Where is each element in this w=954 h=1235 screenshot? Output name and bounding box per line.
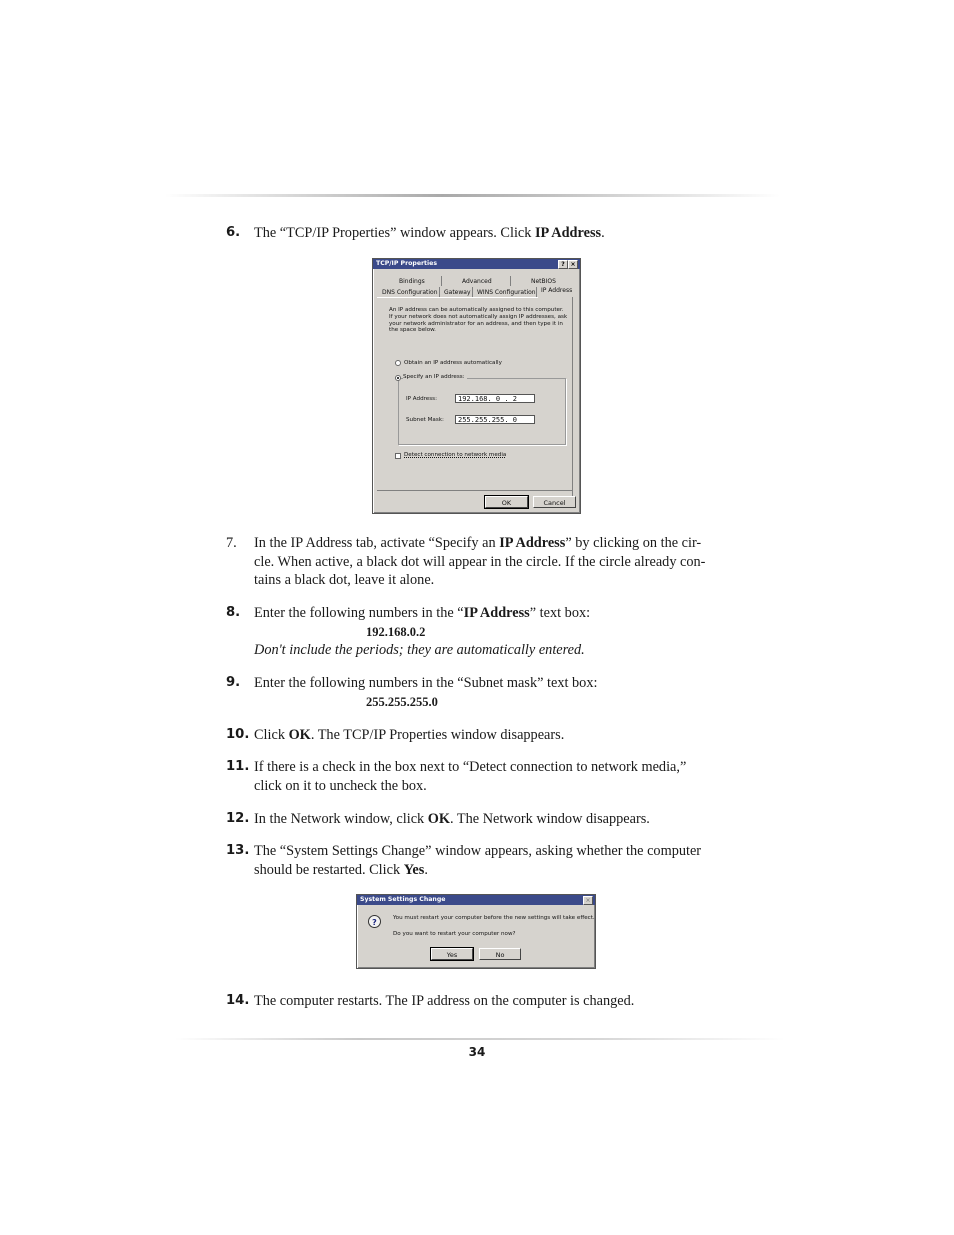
step-text: The computer restarts. The IP address on the computer is changed. bbox=[254, 993, 635, 1009]
ip-description: An IP address can be automatically assigned to this computer. If your network does not automatically assign IP addresses, ask your network administrator for an address, and then type it in the space below. bbox=[389, 307, 568, 334]
no-button[interactable]: No bbox=[479, 948, 521, 960]
subnet-mask-label: Subnet Mask: bbox=[406, 417, 444, 423]
step-text: The “TCP/IP Properties” window appears. Click IP Address. bbox=[254, 225, 605, 241]
step-number: 8. bbox=[226, 605, 241, 620]
specify-ip-label: Specify an IP address: bbox=[403, 374, 465, 380]
panel-bottom-edge bbox=[377, 490, 573, 491]
tab-wins-configuration[interactable]: WINS Configuration bbox=[477, 289, 536, 296]
tab-bindings[interactable]: Bindings bbox=[399, 278, 425, 285]
step-note: Don't include the periods; they are automatically entered. bbox=[254, 641, 585, 658]
obtain-ip-label: Obtain an IP address automatically bbox=[404, 360, 502, 366]
tcpip-properties-dialog bbox=[372, 258, 581, 514]
specify-ip-radio[interactable] bbox=[395, 375, 401, 381]
help-button[interactable]: ? bbox=[558, 260, 568, 269]
system-settings-change-dialog bbox=[356, 894, 596, 969]
step-number: 14. bbox=[226, 993, 250, 1008]
ip-address-label: IP Address: bbox=[406, 396, 437, 402]
step-8 bbox=[226, 604, 736, 659]
step-text: In the Network window, click OK. The Network window disappears. bbox=[254, 811, 650, 827]
tab-baseline bbox=[377, 297, 538, 298]
step-12 bbox=[226, 810, 736, 829]
close-button[interactable]: × bbox=[583, 896, 593, 905]
ip-address-field[interactable]: 192.168. 0 . 2 bbox=[455, 394, 535, 403]
question-icon: ? bbox=[368, 915, 381, 928]
restart-question: Do you want to restart your computer now? bbox=[393, 931, 516, 937]
tab-advanced[interactable]: Advanced bbox=[462, 278, 492, 285]
step-number: 12. bbox=[226, 811, 250, 826]
step-text: In the IP Address tab, activate “Specify an IP Address” by clicking on the cir- cle. When active, a black dot will appear in the circle. If the circle already con- tains a black dot, leave it alone. bbox=[254, 535, 706, 589]
dialog-title: System Settings Change bbox=[360, 896, 446, 903]
tab-ip-address[interactable]: IP Address bbox=[541, 287, 573, 294]
tab-divider bbox=[536, 287, 537, 297]
step-text: The “System Settings Change” window appears, asking whether the computer should be restarted. Click Yes. bbox=[254, 843, 702, 878]
detect-media-checkbox[interactable] bbox=[395, 453, 401, 459]
step-7 bbox=[226, 534, 736, 590]
mask-value: 255.255.255.0 bbox=[366, 694, 438, 709]
step-text: Enter the following numbers in the “IP Address” text box: bbox=[254, 605, 591, 621]
close-button[interactable]: × bbox=[568, 260, 578, 269]
step-text: Enter the following numbers in the “Subnet mask” text box: bbox=[254, 675, 598, 691]
dialog-titlebar bbox=[357, 895, 595, 905]
step-number: 11. bbox=[226, 759, 250, 774]
ok-button[interactable]: OK bbox=[485, 496, 528, 508]
tab-gateway[interactable]: Gateway bbox=[444, 289, 471, 296]
step-14 bbox=[226, 992, 736, 1011]
step-13 bbox=[226, 842, 736, 879]
ip-value: 192.168.0.2 bbox=[366, 624, 426, 639]
tab-netbios[interactable]: NetBIOS bbox=[531, 278, 556, 285]
step-10 bbox=[226, 726, 736, 745]
step-number: 9. bbox=[226, 675, 241, 690]
step-number: 7. bbox=[226, 535, 237, 551]
detect-media-label: Detect connection to network media bbox=[404, 452, 507, 458]
restart-message: You must restart your computer before the new settings will take effect. bbox=[393, 915, 595, 921]
subnet-mask-field[interactable]: 255.255.255. 0 bbox=[455, 415, 535, 424]
bottom-rule bbox=[175, 1038, 785, 1040]
step-6 bbox=[226, 224, 736, 243]
dialog-titlebar bbox=[373, 259, 580, 269]
step-text: If there is a check in the box next to “Detect connection to network media,” click on it to uncheck the box. bbox=[254, 759, 687, 794]
step-11 bbox=[226, 758, 736, 795]
tab-dns-configuration[interactable]: DNS Configuration bbox=[382, 289, 438, 296]
step-number: 10. bbox=[226, 727, 250, 742]
page-number: 34 bbox=[468, 1045, 486, 1059]
cancel-button[interactable]: Cancel bbox=[533, 496, 576, 508]
tab-divider bbox=[441, 276, 442, 286]
step-9 bbox=[226, 674, 736, 711]
tab-divider bbox=[472, 287, 473, 297]
step-text: Click OK. The TCP/IP Properties window disappears. bbox=[254, 727, 565, 743]
step-number: 6. bbox=[226, 225, 241, 240]
tab-divider bbox=[439, 287, 440, 297]
panel-right-edge bbox=[572, 297, 573, 499]
obtain-ip-radio[interactable] bbox=[395, 360, 401, 366]
dialog-title: TCP/IP Properties bbox=[376, 260, 438, 267]
tab-divider bbox=[510, 276, 511, 286]
specify-ip-group bbox=[398, 378, 566, 445]
top-rule bbox=[165, 194, 780, 197]
yes-button[interactable]: Yes bbox=[431, 948, 473, 960]
step-number: 13. bbox=[226, 843, 250, 858]
